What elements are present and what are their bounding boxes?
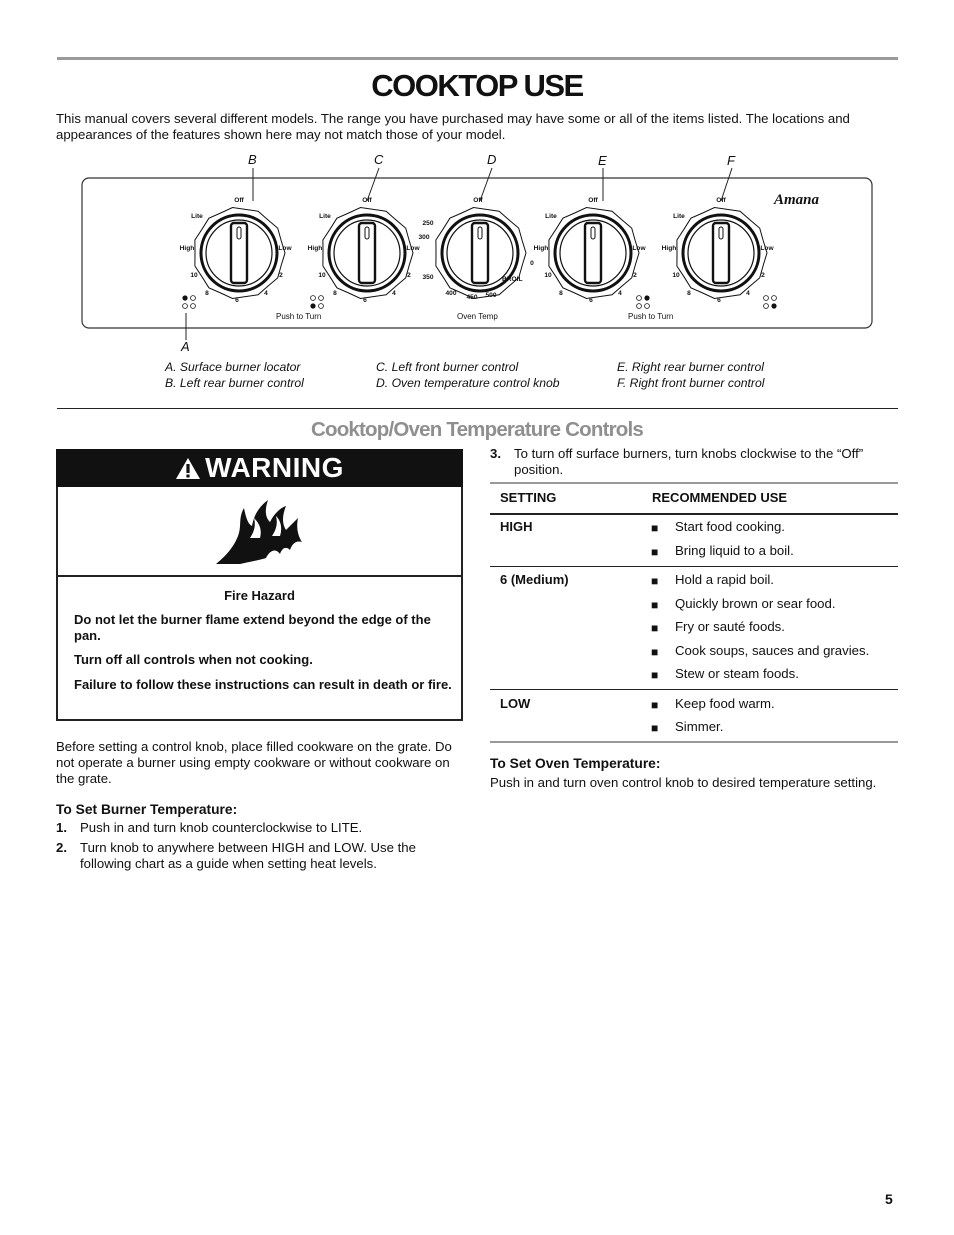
knob-5-label-n10: 10 <box>672 272 680 279</box>
table-bottom-rule <box>490 741 898 743</box>
oven-temp-text: Push in and turn oven control knob to desired temperature setting. <box>490 775 877 790</box>
knob-4-label-n10: 10 <box>544 272 552 279</box>
table-row-rule <box>490 566 898 567</box>
step-1-text: Push in and turn knob counterclockwise to LITE. <box>80 820 363 835</box>
callout-b: B <box>248 152 257 167</box>
use-low-2: Simmer. <box>675 719 724 734</box>
bullet: ■ <box>651 721 659 735</box>
knob-2-label-n2: 2 <box>407 272 411 279</box>
setting-high: HIGH <box>500 519 533 534</box>
knob-5-label-n6: 6 <box>717 297 721 304</box>
legend-e: E. Right rear burner control <box>617 360 764 374</box>
step-2-number: 2. <box>56 840 67 855</box>
oven-temp-heading: To Set Oven Temperature: <box>490 756 661 771</box>
knob-4-label-low: Low <box>632 245 646 252</box>
knob-1-label-n8: 8 <box>205 290 209 297</box>
burner-temp-heading: To Set Burner Temperature: <box>56 802 238 817</box>
bullet: ■ <box>651 574 659 588</box>
knob-1-label-n4: 4 <box>264 290 268 297</box>
warning-divider <box>58 575 461 577</box>
fire-hazard-flames-icon <box>210 496 306 566</box>
knob-2-label-n10: 10 <box>318 272 326 279</box>
knob-5-label-n8: 8 <box>687 290 691 297</box>
use-medium-2: Quickly brown or sear food. <box>675 596 836 611</box>
locator-dots-right <box>637 295 777 308</box>
knob-4-label-lite: Lite <box>545 213 557 220</box>
oven-temp-label: Oven Temp <box>457 312 498 321</box>
knob-4-label-n8: 8 <box>559 290 563 297</box>
hazard-line-2: Turn off all controls when not cooking. <box>74 652 313 667</box>
knob-5-label-lite: Lite <box>673 213 685 220</box>
knob-4-label-off: Off <box>588 197 598 204</box>
legend-c: C. Left front burner control <box>376 360 519 374</box>
step-3-number: 3. <box>490 446 501 461</box>
knob-5-label-low: Low <box>760 245 774 252</box>
knob-1-label-n6: 6 <box>235 297 239 304</box>
use-low-1: Keep food warm. <box>675 696 775 711</box>
knob-2-label-low: Low <box>406 245 420 252</box>
section-title: Cooktop/Oven Temperature Controls <box>310 418 643 441</box>
intro-paragraph: This manual covers several different models. The range you have purchased may have some or all of the items listed. The locations and appearances of the features shown here may not match those of your model. <box>56 111 850 142</box>
hazard-title: Fire Hazard <box>224 588 295 603</box>
bullet: ■ <box>651 668 659 682</box>
legend-a: A. Surface burner locator <box>165 360 301 374</box>
bullet: ■ <box>651 598 659 612</box>
callout-f: F <box>727 153 735 168</box>
warning-triangle-icon <box>175 457 201 480</box>
section-rule <box>57 408 898 409</box>
bullet: ■ <box>651 545 659 559</box>
legend-f: F. Right front burner control <box>617 376 765 390</box>
step-1-number: 1. <box>56 820 67 835</box>
bullet: ■ <box>651 621 659 635</box>
warning-word: WARNING <box>205 452 344 483</box>
knob-2-label-n6: 6 <box>363 297 367 304</box>
knob-4-label-n4: 4 <box>618 290 622 297</box>
knob-3-label-t350: 350 <box>422 274 434 281</box>
knob-3-label-t500: 500 <box>485 292 497 299</box>
knob-4-label-n6: 6 <box>589 297 593 304</box>
knob-3-label-t450: 450 <box>466 294 478 301</box>
knob-2-label-off: Off <box>362 197 372 204</box>
knob-3-label-t300: 300 <box>418 234 430 241</box>
table-header-setting: SETTING <box>500 490 557 505</box>
table-header-use: RECOMMENDED USE <box>652 490 788 505</box>
legend-d: D. Oven temperature control knob <box>376 376 560 390</box>
knob-2-label-n4: 4 <box>392 290 396 297</box>
page-number: 5 <box>885 1191 893 1207</box>
step-3-text: To turn off surface burners, turn knobs clockwise to the “Off” position. <box>514 446 864 477</box>
knob-3-label-zero: 0 <box>530 260 534 267</box>
knob-2-label-n8: 8 <box>333 290 337 297</box>
knob-1-label-n10: 10 <box>190 272 198 279</box>
locator-dots-left <box>182 295 323 308</box>
warning-header <box>56 449 463 487</box>
use-medium-4: Cook soups, sauces and gravies. <box>675 643 870 658</box>
hazard-line-3: Failure to follow these instructions can result in death or fire. <box>74 677 452 692</box>
page-title: COOKTOP USE <box>371 68 583 103</box>
setting-low: LOW <box>500 696 531 711</box>
knob-3-label-t250: 250 <box>422 220 434 227</box>
knob-5-label-off: Off <box>716 197 726 204</box>
knob-1-label-n2: 2 <box>279 272 283 279</box>
right-front-burner-knob[interactable] <box>677 208 767 299</box>
table-top-rule <box>490 482 898 484</box>
step-2-text: Turn knob to anywhere between HIGH and LOW. Use the following chart as a guide when setting heat levels. <box>80 840 416 871</box>
use-medium-3: Fry or sauté foods. <box>675 619 785 634</box>
knob-2-label-lite: Lite <box>319 213 331 220</box>
oven-temp-knob[interactable] <box>436 208 526 299</box>
knob-1-label-lite: Lite <box>191 213 203 220</box>
knob-3-label-off: Off <box>473 197 483 204</box>
bullet: ■ <box>651 645 659 659</box>
bullet: ■ <box>651 698 659 712</box>
knob-5-label-n4: 4 <box>746 290 750 297</box>
bullet: ■ <box>651 521 659 535</box>
knob-5-label-n2: 2 <box>761 272 765 279</box>
table-header-rule <box>490 513 898 515</box>
knob-3-label-t400: 400 <box>445 290 457 297</box>
callout-a: A <box>181 339 190 354</box>
left-front-burner-knob[interactable] <box>323 208 413 299</box>
callout-d: D <box>487 152 497 167</box>
use-high-2: Bring liquid to a boil. <box>675 543 794 558</box>
knob-4-label-high: High <box>533 245 549 252</box>
legend-b: B. Left rear burner control <box>165 376 304 390</box>
push-to-turn-right-label: Push to Turn <box>628 312 674 321</box>
callout-c: C <box>374 152 384 167</box>
table-row-rule <box>490 689 898 690</box>
cookware-paragraph: Before setting a control knob, place filled cookware on the grate. Do not operate a burner using empty cookware or without cookware on the grate. <box>56 739 452 786</box>
hazard-line-1: Do not let the burner flame extend beyond the edge of the pan. <box>74 612 431 643</box>
knob-1-label-high: High <box>179 245 195 252</box>
knob-2-label-high: High <box>307 245 323 252</box>
knob-5-label-high: High <box>661 245 677 252</box>
setting-medium: 6 (Medium) <box>500 572 569 587</box>
brand-logo: Amana <box>774 192 820 208</box>
knob-1-label-off: Off <box>234 197 244 204</box>
use-medium-5: Stew or steam foods. <box>675 666 799 681</box>
right-rear-burner-knob[interactable] <box>549 208 639 299</box>
knob-1-label-low: Low <box>278 245 292 252</box>
callout-e: E <box>598 153 607 168</box>
use-high-1: Start food cooking. <box>675 519 785 534</box>
use-medium-1: Hold a rapid boil. <box>675 572 774 587</box>
knob-3-label-broil: BROIL <box>502 276 523 283</box>
push-to-turn-left-label: Push to Turn <box>276 312 322 321</box>
knob-4-label-n2: 2 <box>633 272 637 279</box>
control-panel-diagram <box>0 0 954 360</box>
left-rear-burner-knob[interactable] <box>195 208 285 299</box>
